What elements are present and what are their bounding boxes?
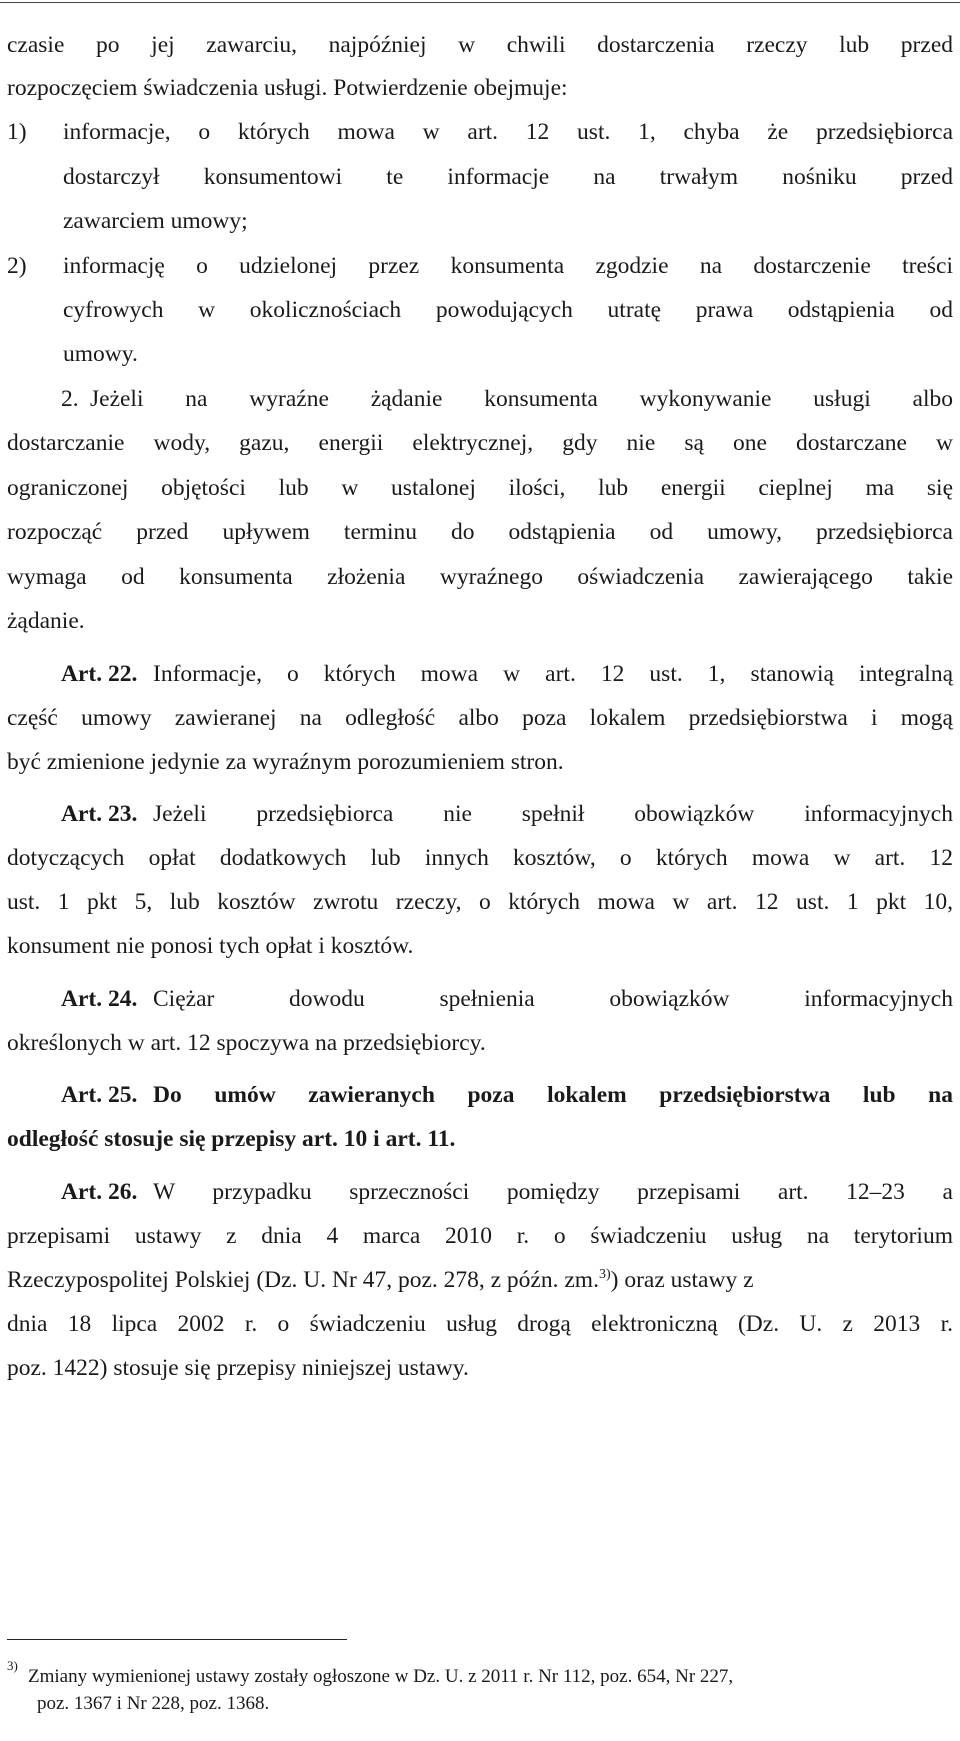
list-item-text: dostarczył konsumentowi te informacje na trwałym nośniku przed: [63, 164, 953, 190]
text-line: dostarczanie wody, gazu, energii elektrycznej, gdy nie są one dostarczane w: [7, 430, 953, 456]
article-number: Art. 23.: [61, 801, 138, 827]
text-line: Ciężar dowodu spełnienia obowiązków informacyjnych: [153, 986, 953, 1012]
text-line: odległość stosuje się przepisy art. 10 i art. 11.: [7, 1126, 456, 1152]
article-number: Art. 25.: [61, 1082, 138, 1108]
text-line: część umowy zawieranej na odległość albo poza lokalem przedsiębiorstwa i mogą: [7, 705, 953, 731]
list-item-text: umowy.: [63, 341, 138, 367]
list-item-text: zawarciem umowy;: [63, 208, 248, 234]
text-line: żądanie.: [7, 608, 85, 634]
text-line: Do umów zawieranych poza lokalem przedsiębiorstwa lub na: [153, 1082, 953, 1108]
list-item-text: cyfrowych w okolicznościach powodujących utratę prawa odstąpienia od: [63, 297, 953, 323]
text-line: konsument nie ponosi tych opłat i kosztów.: [7, 933, 414, 959]
list-marker: 1): [7, 119, 27, 145]
text-line: W przypadku sprzeczności pomiędzy przepisami art. 12–23 a: [153, 1179, 953, 1205]
text-line: ograniczonej objętości lub w ustalonej ilości, lub energii cieplnej ma się: [7, 475, 953, 501]
text-line: czasie po jej zawarciu, najpóźniej w chwili dostarczenia rzeczy lub przed: [7, 32, 953, 58]
text-line: [7, 1265, 953, 1295]
text-line: ust. 1 pkt 5, lub kosztów zwrotu rzeczy, o których mowa w art. 12 ust. 1 pkt 10,: [7, 889, 953, 915]
paragraph-number: 2.: [61, 386, 79, 412]
top-rule: [0, 2, 960, 3]
text-line: dotyczących opłat dodatkowych lub innych kosztów, o których mowa w art. 12: [7, 845, 953, 871]
list-marker: 2): [7, 253, 27, 279]
text-line: Jeżeli przedsiębiorca nie spełnił obowiązków informacyjnych: [153, 801, 953, 827]
article-number: Art. 22.: [61, 661, 138, 687]
text-line: określonych w art. 12 spoczywa na przedsiębiorcy.: [7, 1030, 486, 1056]
text-line: poz. 1422) stosuje się przepisy niniejszej ustawy.: [7, 1355, 469, 1381]
text-line: wymaga od konsumenta złożenia wyraźnego oświadczenia zawierającego takie: [7, 564, 953, 590]
footnote-text: poz. 1367 i Nr 228, poz. 1368.: [37, 1693, 270, 1714]
text-line: Jeżeli na wyraźne żądanie konsumenta wykonywanie usługi albo: [90, 386, 953, 412]
footnote-marker: 3): [7, 1658, 18, 1673]
text-line: rozpocząć przed upływem terminu do odstąpienia od umowy, przedsiębiorca: [7, 519, 953, 545]
text-line: rozpoczęciem świadczenia usługi. Potwierdzenie obejmuje:: [7, 75, 568, 101]
text-segment: ) oraz ustawy z: [610, 1267, 754, 1293]
footnote-separator: [7, 1639, 347, 1640]
text-line: dnia 18 lipca 2002 r. o świadczeniu usług drogą elektroniczną (Dz. U. z 2013 r.: [7, 1311, 953, 1337]
text-line: być zmienione jedynie za wyraźnym porozumieniem stron.: [7, 749, 564, 775]
footnote-text: Zmiany wymienionej ustawy zostały ogłoszone w Dz. U. z 2011 r. Nr 112, poz. 654, Nr 227,: [28, 1666, 734, 1687]
article-number: Art. 26.: [61, 1179, 138, 1205]
list-item-text: informacje, o których mowa w art. 12 ust. 1, chyba że przedsiębiorca: [63, 119, 953, 145]
text-line: przepisami ustawy z dnia 4 marca 2010 r. o świadczeniu usług na terytorium: [7, 1223, 953, 1249]
article-number: Art. 24.: [61, 986, 138, 1012]
footnote-reference[interactable]: 3): [598, 1267, 611, 1282]
text-line: Informacje, o których mowa w art. 12 ust. 1, stanowią integralną: [153, 661, 953, 687]
text-segment: Rzeczypospolitej Polskiej (Dz. U. Nr 47, poz. 278, z późn. zm.: [7, 1267, 599, 1293]
list-item-text: informację o udzielonej przez konsumenta zgodzie na dostarczenie treści: [63, 253, 953, 279]
